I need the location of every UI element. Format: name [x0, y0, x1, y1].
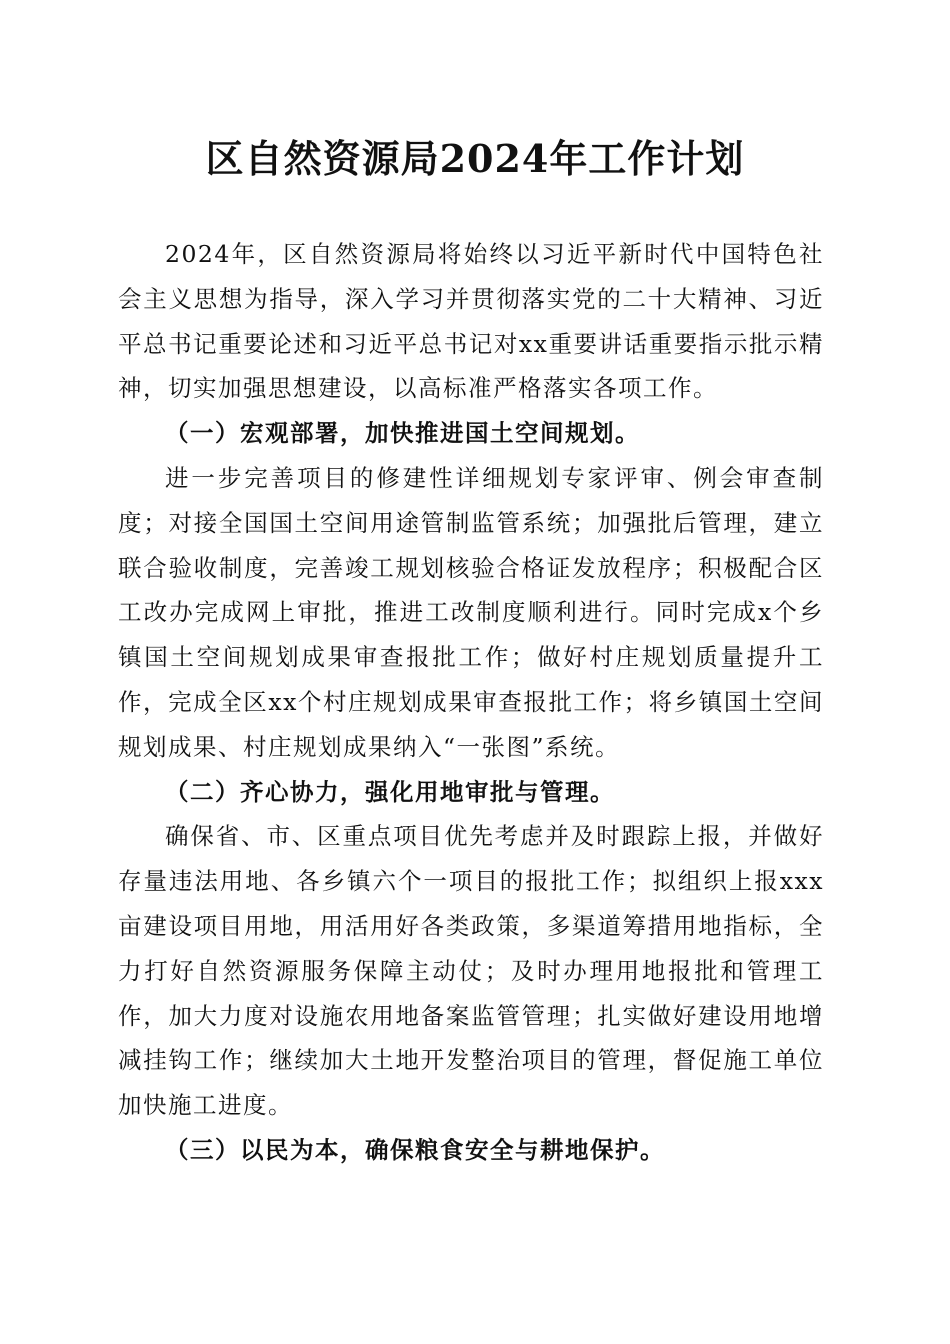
section-3-heading: （三）以民为本，确保粮食安全与耕地保护。: [165, 1135, 665, 1164]
document-title: 区自然资源局2024年工作计划: [205, 136, 745, 181]
section-2-body: 确保省、市、区重点项目优先考虑并及时跟踪上报，并做好存量违法用地、各乡镇六个一项目的报批工作；拟组织上报xxx亩建设项目用地，用活用好各类政策，多渠道筹措用地指标，全力打好自然资源服务保障主动仗；及时办理用地报批和管理工作，加大力度对设施农用地备案监管管理；扎实做好建设用地增减挂钩工作；继续加大土地开发整治项目的管理，督促施工单位加快施工进度。: [118, 822, 824, 1120]
section-1-body: 进一步完善项目的修建性详细规划专家评审、例会审查制度；对接全国国土空间用途管制监管系统；加强批后管理，建立联合验收制度，完善竣工规划核验合格证发放程序；积极配合区工改办完成网上审批，推进工改制度顺利进行。同时完成x个乡镇国土空间规划成果审查报批工作；做好村庄规划质量提升工作，完成全区xx个村庄规划成果审查报批工作；将乡镇国土空间规划成果、村庄规划成果纳入“一张图”系统。: [118, 463, 824, 761]
section-2-heading: （二）齐心协力，强化用地审批与管理。: [165, 777, 615, 806]
intro-paragraph: 2024年，区自然资源局将始终以习近平新时代中国特色社会主义思想为指导，深入学习并贯彻落实党的二十大精神、习近平总书记重要论述和习近平总书记对xx重要讲话重要指示批示精神，切实加强思想建设，以高标准严格落实各项工作。: [118, 240, 824, 403]
document-body: [118, 232, 824, 1173]
section-1-heading: （一）宏观部署，加快推进国土空间规划。: [165, 419, 640, 448]
